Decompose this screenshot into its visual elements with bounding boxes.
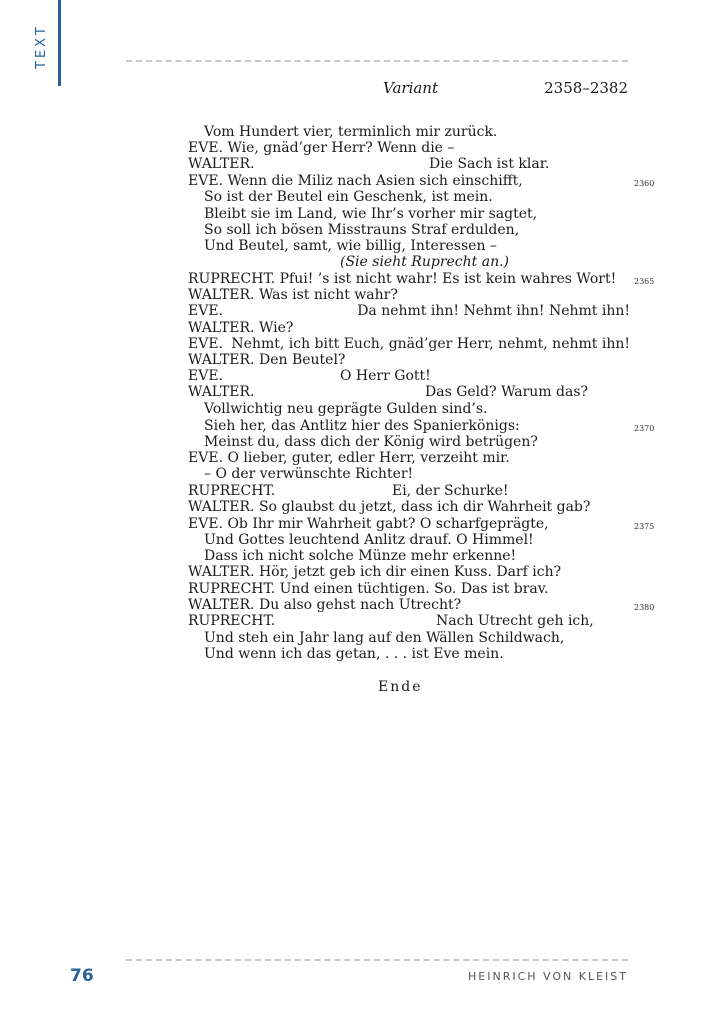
verse-line: WALTER. Den Beutel? bbox=[188, 352, 346, 368]
verse-line: – O der verwünschte Richter! bbox=[204, 466, 414, 482]
verse-line: EVE. Wie, gnäd’ger Herr? Wenn die – bbox=[188, 140, 455, 156]
verse-line: RUPRECHT. Pfui! ’s ist nicht wahr! Es ist kein wahres Wort! bbox=[188, 271, 617, 287]
verse-line: WALTER. Die Sach ist klar. bbox=[188, 156, 550, 172]
line-number: 2380 bbox=[634, 603, 655, 612]
verse-line: Vollwichtig neu geprägte Gulden sind’s. bbox=[204, 401, 488, 417]
verse-line: Und steh ein Jahr lang auf den Wällen Schildwach, bbox=[204, 630, 565, 646]
verse-line: WALTER. Hör, jetzt geb ich dir einen Kuss. Darf ich? bbox=[188, 564, 562, 580]
verse-line: WALTER. Was ist nicht wahr? bbox=[188, 287, 398, 303]
verse-line: EVE. O lieber, guter, edler Herr, verzeiht mir. bbox=[188, 450, 510, 466]
verse-line: Bleibt sie im Land, wie Ihr’s vorher mir sagtet, bbox=[204, 206, 538, 222]
top-divider bbox=[126, 60, 628, 62]
header-line-range: 2358–2382 bbox=[544, 79, 628, 97]
verse-line: EVE. Nehmt, ich bitt Euch, gnäd’ger Herr, nehmt, nehmt ihn! bbox=[188, 336, 630, 352]
side-accent-line bbox=[58, 0, 61, 86]
verse-line: Und wenn ich das getan, . . . ist Eve mein. bbox=[204, 646, 504, 662]
header-variant: Variant bbox=[383, 79, 438, 97]
verse-line: So ist der Beutel ein Geschenk, ist mein. bbox=[204, 189, 493, 205]
stage-direction: (Sie sieht Ruprecht an.) bbox=[340, 254, 510, 270]
end-marker: Ende bbox=[378, 679, 423, 695]
verse-line: RUPRECHT. Nach Utrecht geh ich, bbox=[188, 613, 594, 629]
verse-line: WALTER. So glaubst du jetzt, dass ich dir Wahrheit gab? bbox=[188, 499, 591, 515]
verse-line: EVE. Ob Ihr mir Wahrheit gabt? O scharfgeprägte, bbox=[188, 516, 549, 532]
verse-line: Sieh her, das Antlitz hier des Spanierkönigs: bbox=[204, 418, 520, 434]
bottom-divider bbox=[126, 959, 628, 961]
verse-line: Und Gottes leuchtend Anlitz drauf. O Himmel! bbox=[204, 532, 534, 548]
verse-line: Meinst du, dass dich der König wird betrügen? bbox=[204, 434, 538, 450]
line-number: 2360 bbox=[634, 179, 655, 188]
author-footer: HEINRICH VON KLEIST bbox=[468, 970, 628, 983]
verse-line: Und Beutel, samt, wie billig, Interessen – bbox=[204, 238, 497, 254]
verse-line: EVE. Da nehmt ihn! Nehmt ihn! Nehmt ihn! bbox=[188, 303, 630, 319]
verse-line: RUPRECHT. Ei, der Schurke! bbox=[188, 483, 509, 499]
verse-line: EVE. Wenn die Miliz nach Asien sich einschifft, bbox=[188, 173, 523, 189]
verse-line: RUPRECHT. Und einen tüchtigen. So. Das ist brav. bbox=[188, 581, 549, 597]
section-tag: TEXT bbox=[34, 24, 49, 69]
line-number: 2365 bbox=[634, 277, 655, 286]
verse-line: WALTER. Wie? bbox=[188, 320, 294, 336]
line-number: 2370 bbox=[634, 424, 655, 433]
verse-line: WALTER. Du also gehst nach Utrecht? bbox=[188, 597, 462, 613]
verse-line: Vom Hundert vier, terminlich mir zurück. bbox=[204, 124, 498, 140]
verse-line: Dass ich nicht solche Münze mehr erkenne! bbox=[204, 548, 517, 564]
line-number: 2375 bbox=[634, 522, 655, 531]
verse-line: So soll ich bösen Misstrauns Straf erdulden, bbox=[204, 222, 520, 238]
page-number: 76 bbox=[70, 966, 94, 986]
verse-line: EVE. O Herr Gott! bbox=[188, 368, 431, 384]
verse-line: WALTER. Das Geld? Warum das? bbox=[188, 384, 589, 400]
